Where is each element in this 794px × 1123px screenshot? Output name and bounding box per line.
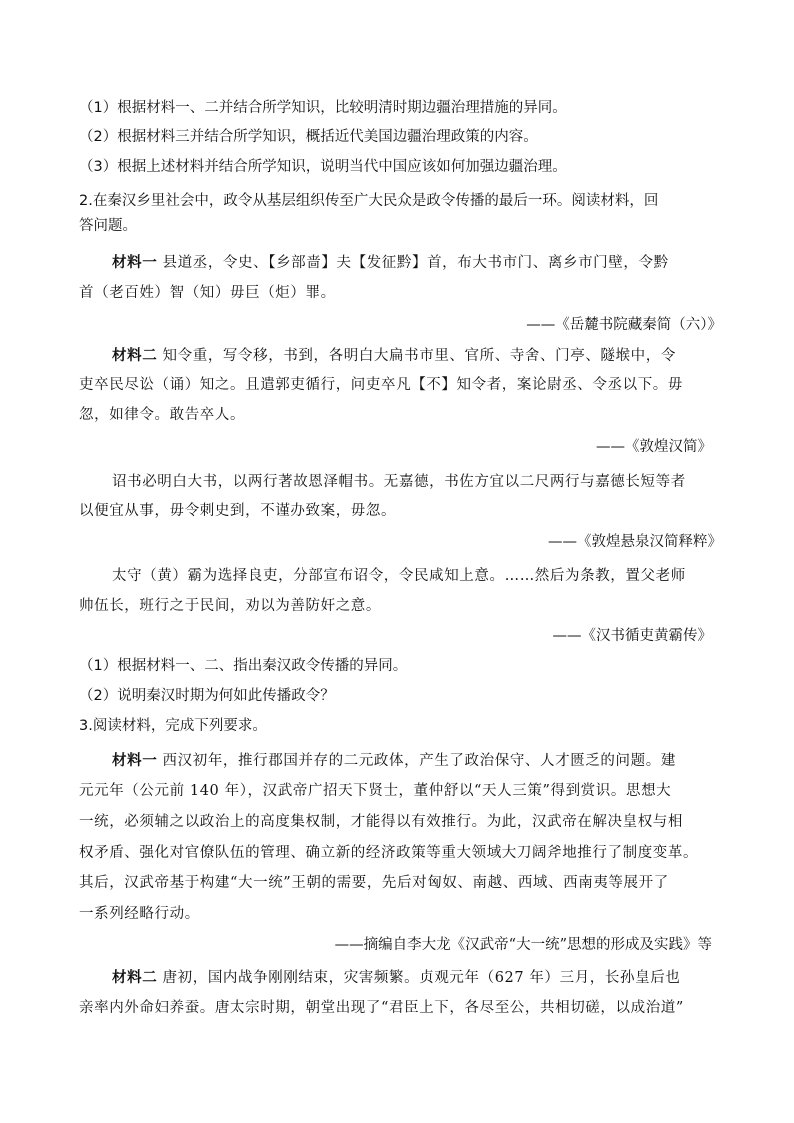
q3-material1-line1 [112, 751, 676, 771]
material-label: 材料二 [112, 347, 158, 364]
q3-material1-line4: 权矛盾、强化对官僚队伍的管理、确立新的经济政策等重大领域大刀阔斧地推行了制度变革。 [79, 845, 699, 861]
q2-material2c-line2: 帅伍长，班行之于民间，劝以为善防奸之意。 [79, 598, 381, 614]
q3-material1-line6: 一系列经略行动。 [79, 906, 200, 922]
q2-material2-line3: 忽，如律令。敢告卒人。 [79, 407, 246, 423]
q1-sub2: （2）根据材料三并结合所学知识，概括近代美国边疆治理政策的内容。 [79, 129, 538, 145]
q3-material1-line2: 元元年（公元前 140 年），汉武帝广招天下贤士，董仲舒以“天人三策”得到赏识。思想大 [79, 783, 672, 799]
q1-sub3: （3）根据上述材料并结合所学知识，说明当代中国应该如何加强边疆治理。 [79, 159, 567, 175]
q2-material2b-line1: 诏书必明白大书，以两行著故恩泽帽书。无嘉德，书佐方宜以二尺两行与嘉德长短等者 [112, 474, 686, 490]
material-text: 县道丞，令史、【乡部啬】夫【发征黔】首，布大书市门、离乡市门壁，令黔 [157, 255, 669, 271]
q2-material2-line2: 吏卒民尽讼（诵）知之。且遣郭吏循行，问吏卒凡【不】知令者，案论尉丞、令丞以下。毋 [79, 377, 683, 393]
q2-material2b-source: ——《敦煌悬泉汉简释粹》 [548, 534, 722, 550]
q2-material2-line1 [112, 346, 676, 366]
q3-material1-line5: 其后，汉武帝基于构建“大一统”王朝的需要，先后对匈奴、南越、西域、西南夷等展开了 [79, 875, 669, 891]
q3-material1-line3: 一统，必须辅之以政治上的高度集权制，才能得以有效推行。为此，汉武帝在解决皇权与相 [79, 814, 683, 830]
q2-sub2: （2）说明秦汉时期为何如此传播政令？ [79, 688, 335, 704]
q3-material1-source: ——摘编自李大龙《汉武帝“大一统”思想的形成及实践》等 [334, 937, 712, 953]
q1-sub1: （1）根据材料一、二并结合所学知识，比较明清时期边疆治理措施的异同。 [79, 100, 567, 116]
material-label: 材料一 [112, 254, 158, 271]
q2-material2c-line1: 太守（黄）霸为选择良吏，分部宣布诏令，令民咸知上意。……然后为条教，置父老师 [112, 568, 686, 584]
q2-intro-line2: 答问题。 [79, 218, 137, 234]
q3-intro: 3.阅读材料，完成下列要求。 [79, 718, 267, 734]
q2-material1-source: ——《岳麓书院藏秦简（六）》 [526, 317, 722, 333]
material-label: 材料一 [112, 752, 158, 769]
q3-material2-line2: 亲率内外命妇养蚕。唐太宗时期，朝堂出现了“君臣上下，各尽至公，共相切磋，以成治道” [79, 1000, 684, 1016]
q2-material1-line2: 首（老百姓）智（知）毋巨（炬）罪。 [79, 285, 336, 301]
material-label: 材料二 [112, 969, 158, 986]
q2-material2c-source: ——《汉书循吏黄霸传》 [552, 628, 712, 644]
material-text: 知令重，写令移，书到，各明白大扁书市里、官所、寺舍、门亭、隧堠中，令 [157, 348, 676, 364]
q2-intro-line1: 2.在秦汉乡里社会中，政令从基层组织传至广大民众是政令传播的最后一环。阅读材料，回 [79, 193, 659, 209]
q3-material2-line1 [112, 968, 680, 988]
q2-material2b-line2: 以便宜从事，毋令刺史到，不谨办致案，毋忽。 [79, 503, 397, 519]
q2-material1-line1 [112, 253, 669, 273]
q2-sub1: （1）根据材料一、二、指出秦汉政令传播的异同。 [79, 658, 408, 674]
material-text: 唐初，国内战争刚刚结束，灾害频繁。贞观元年（627 年）三月，长孙皇后也 [157, 970, 681, 986]
material-text: 西汉初年，推行郡国并存的二元政体，产生了政治保守、人才匮乏的问题。建 [157, 753, 676, 769]
q2-material2-source: ——《敦煌汉简》 [596, 439, 712, 455]
